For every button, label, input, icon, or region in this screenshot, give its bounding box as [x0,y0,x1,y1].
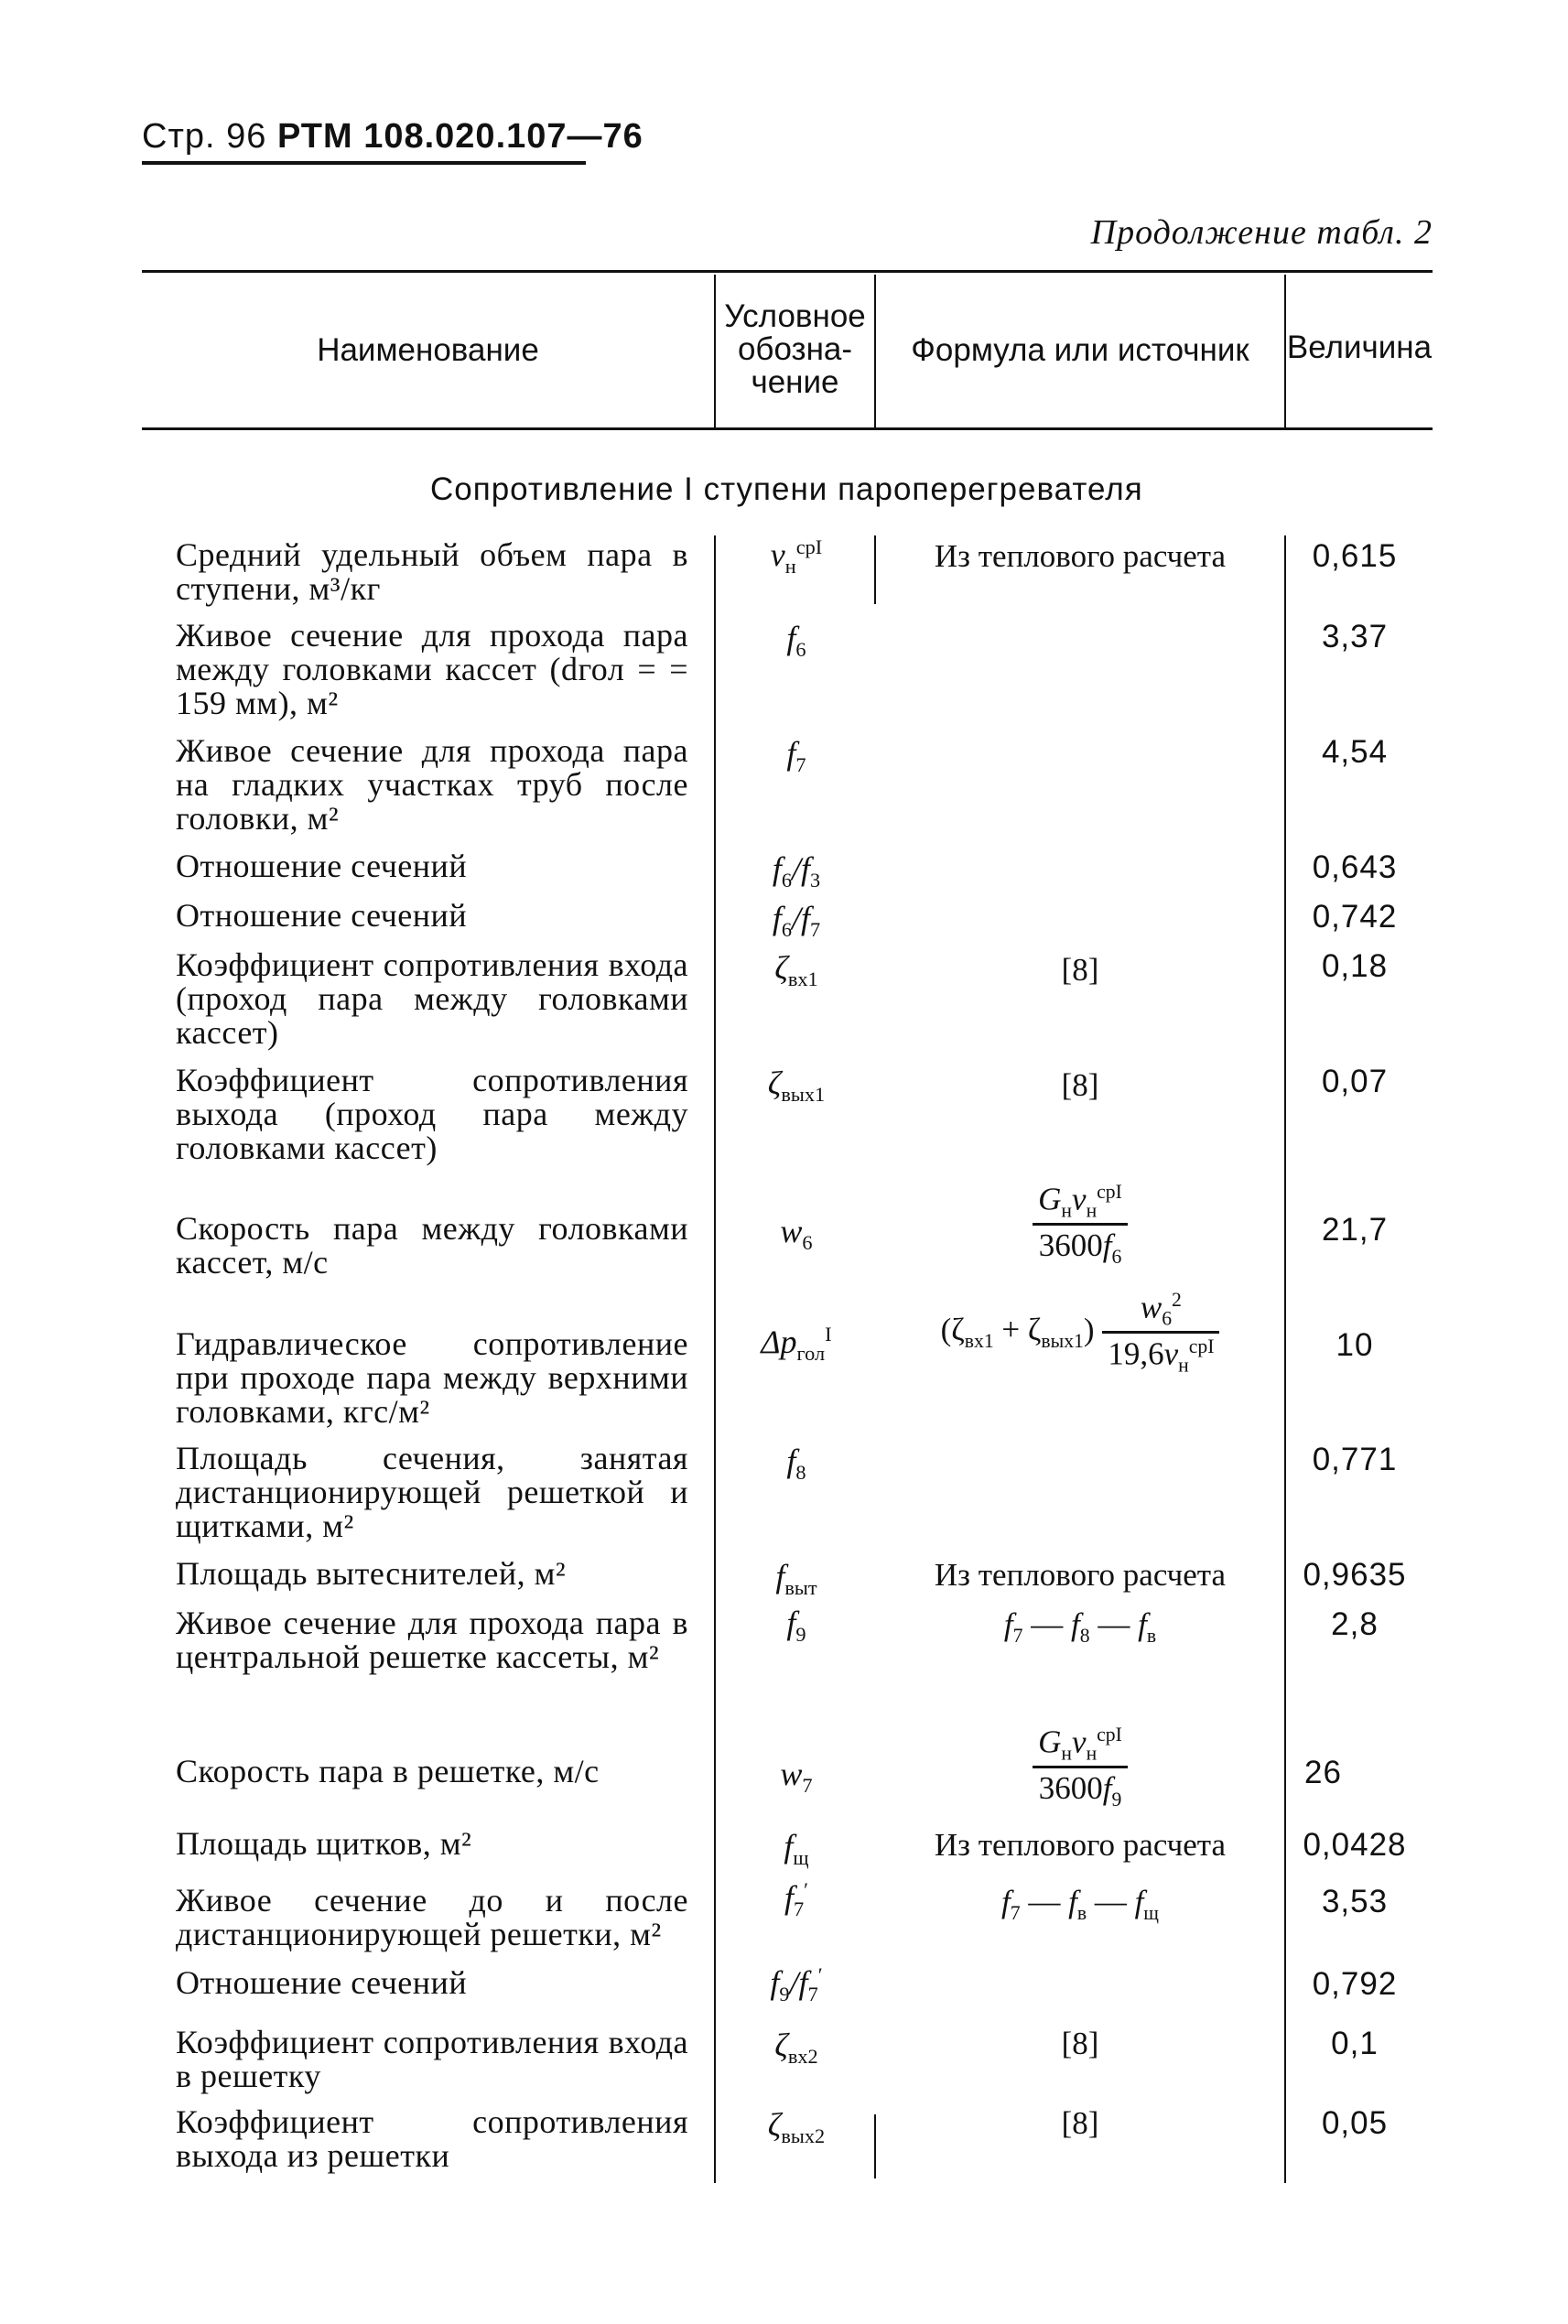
row-5-name: Отношение сечений [176,897,468,934]
row-11-symbol: $f_{выт}$ [775,1558,817,1600]
row-17-name: Коэффициент сопротивления входа в решетку [176,2024,688,2094]
row-13-value: 26 [1304,1755,1342,1790]
row-16-name: Отношение сечений [176,1964,468,2001]
row-1-name: Средний удельный объем пара в ступени, м³/кг [176,536,688,607]
row-6-symbol: $\zeta_{вх1}$ [774,949,818,991]
column-header-symbol-line3: чение [751,364,839,400]
row-4-name: Отношение сечений [176,848,468,884]
row-4-symbol: $f_6/f_3$ [772,850,821,892]
table-head-bottom-rule [142,427,1433,430]
row-14-value: 0,0428 [1303,1827,1407,1863]
row-1-value: 0,615 [1312,538,1398,574]
row-8-symbol: $w_6$ [780,1213,813,1255]
row-13-formula-fraction: $\frac{G_нv_н^{срI}}{3600f_9}$ [1033,1724,1128,1811]
row-14-name: Площадь щитков, м² [176,1825,472,1862]
row-17-value: 0,1 [1331,2026,1379,2061]
row-11-name: Площадь вытеснителей, м² [176,1555,567,1592]
row-9-formula: $(\zeta_{вх1} + \zeta_{вых1})$ $\frac{w_6^2}{19,6v_н^{срI}}$ [879,1289,1281,1377]
body-divider-1 [714,535,716,2183]
row-10-symbol: $f_8$ [786,1443,806,1485]
page-header [142,117,643,157]
row-6-value: 0,18 [1321,948,1389,984]
row-13-symbol: $w_7$ [780,1756,813,1798]
row-2-value: 3,37 [1321,619,1389,654]
page-number: Стр. 96 [142,117,267,156]
body-divider-3 [1284,535,1286,2183]
row-1-formula: Из теплового расчета [934,538,1227,574]
row-8-formula-fraction: $\frac{G_нv_н^{срI}}{3600f_6}$ [1033,1181,1128,1269]
row-8-name: Скорость пара между головками кассет, м/с [176,1210,688,1281]
section-title: Сопротивление I ступени пароперегревателя [430,471,1143,507]
row-10-name: Площадь сечения, занятая дистанционирующей решеткой и щитками, м² [176,1440,688,1544]
row-17-symbol: $\zeta_{вх2}$ [774,2027,818,2069]
row-15-formula: $f_7$ — $f_в$ — $f_щ$ [1001,1884,1159,1924]
row-12-symbol: $f_9$ [786,1605,806,1647]
row-17-formula: [8] [1061,2026,1099,2061]
table-continuation-caption: Продолжение табл. 2 [1090,213,1433,252]
row-16-value: 0,792 [1312,1966,1398,2002]
row-2-symbol: $f_6$ [786,620,806,662]
row-9-name: Гидравлическое сопротивление при проходе пара между верхними головками, кгс/м² [176,1325,688,1430]
row-8-formula [879,1181,1281,1269]
row-13-formula [879,1724,1281,1811]
row-13-name: Скорость пара в решетке, м/с [176,1753,600,1789]
row-7-symbol: $\zeta_{вых1}$ [767,1065,826,1107]
row-11-value: 0,9635 [1303,1557,1407,1593]
column-header-formula: Формула или источник [911,332,1249,368]
row-9-value: 10 [1336,1327,1374,1363]
row-2-name: Живое сечение для прохода пара между головками кассет (dгол = = 159 мм), м² [176,617,688,721]
table-top-rule [142,270,1433,273]
row-3-value: 4,54 [1321,734,1389,770]
column-header-name: Наименование [317,332,539,368]
row-11-formula: Из теплового расчета [934,1557,1227,1593]
row-5-symbol: $f_6/f_7$ [772,900,821,942]
row-18-symbol: $\zeta_{вых2}$ [767,2106,826,2148]
row-7-formula: [8] [1061,1067,1099,1103]
standard-code: РТМ 108.020.107—76 [276,117,643,156]
row-12-name: Живое сечение для прохода пара в центральной решетке кассеты, м² [176,1605,688,1675]
row-5-value: 0,742 [1312,899,1398,935]
row-7-name: Коэффициент сопротивления выхода (проход пара между головками кассет) [176,1062,688,1166]
row-8-value: 21,7 [1321,1212,1389,1248]
row-9-formula-fraction: $\frac{w_6^2}{19,6v_н^{срI}}$ [1102,1289,1219,1377]
column-header-symbol [716,300,874,399]
row-18-formula: [8] [1061,2105,1099,2141]
row-14-symbol: $f_щ$ [784,1828,809,1870]
row-7-value: 0,07 [1321,1064,1389,1099]
column-header-symbol-line2: обозна- [737,331,853,367]
column-header-symbol-line1: Условное [724,298,866,334]
body-divider-2a [874,535,876,604]
row-3-name: Живое сечение для прохода пара на гладких участках труб после головки, м² [176,732,688,837]
row-16-symbol: $f_9/f_7'$ [770,1963,823,2006]
column-header-value: Величина [1286,330,1433,365]
row-18-value: 0,05 [1321,2105,1389,2141]
row-12-formula: $f_7$ — $f_8$ — $f_в$ [1003,1606,1157,1647]
row-6-formula: [8] [1061,952,1099,988]
row-9-symbol: $\Delta p_{гол}^I$ [761,1323,832,1366]
row-10-value: 0,771 [1312,1442,1398,1477]
row-15-symbol: $f_7'$ [784,1878,809,1921]
row-15-value: 3,53 [1321,1884,1389,1919]
row-6-name: Коэффициент сопротивления входа (проход пара между головками кассет) [176,946,688,1051]
row-1-symbol: $v_н^{срI}$ [770,535,823,578]
row-18-name: Коэффициент сопротивления выхода из решетки [176,2103,688,2174]
row-14-formula: Из теплового расчета [934,1827,1227,1863]
row-3-symbol: $f_7$ [786,735,806,777]
header-underline [142,161,586,165]
body-divider-2b [874,2114,876,2178]
row-15-name: Живое сечение до и после дистанционирующей решетки, м² [176,1882,688,1952]
row-12-value: 2,8 [1331,1606,1379,1642]
row-4-value: 0,643 [1312,849,1398,885]
